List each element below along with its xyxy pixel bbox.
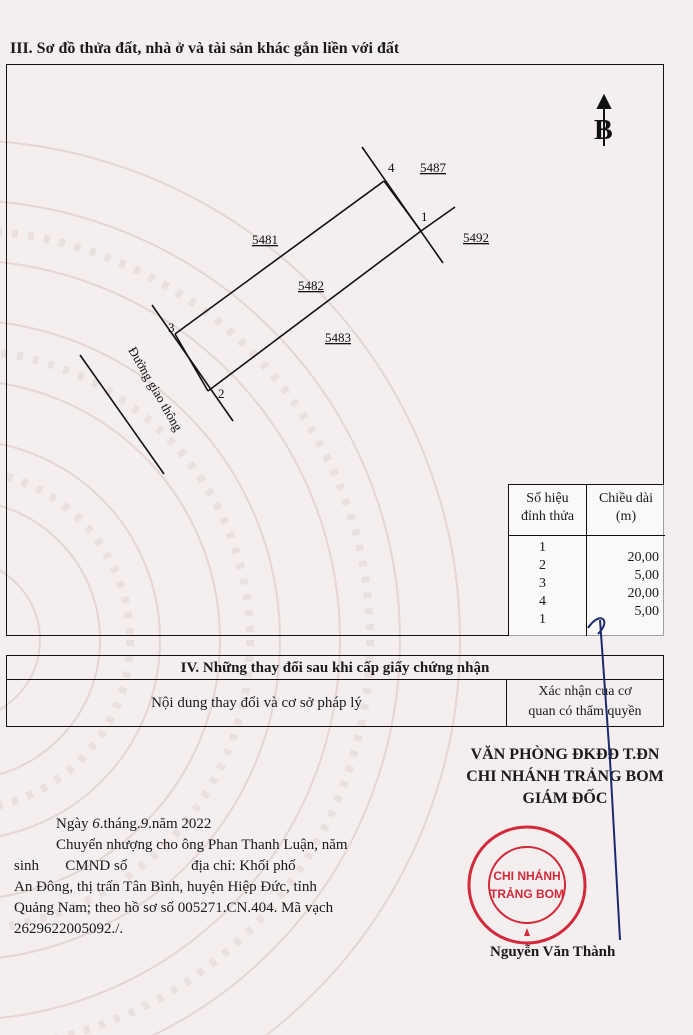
table-cell-vertex: 1 — [539, 540, 546, 555]
note-line: 2629622005092./. — [14, 921, 124, 937]
parcel-label-5487: 5487 — [420, 160, 446, 175]
note-line: Quảng Nam; theo hồ sơ số 005271.CN.404. Mã vạch — [14, 900, 334, 916]
table-cell-length: 20,00 — [627, 550, 659, 565]
signer-name: Nguyễn Văn Thành — [490, 944, 616, 960]
note-line: Chuyển nhượng cho ông Phan Thanh Luận, năm — [56, 837, 348, 853]
note-date: Ngày 6.tháng.9.năm 2022 — [56, 816, 212, 832]
table-header-length: Chiều dài (m) — [598, 491, 654, 524]
changes-content-header: Nội dung thay đổi và cơ sở pháp lý — [7, 680, 507, 726]
vertex-label-4: 4 — [388, 160, 395, 175]
office-line-2: CHI NHÁNH TRẢNG BOM — [466, 768, 664, 785]
road-label: Đường giao thông — [125, 344, 186, 434]
parcel-label-5482: 5482 — [298, 278, 324, 293]
office-line-3: GIÁM ĐỐC — [522, 790, 608, 807]
seal-text-line-2: TRẢNG BOM — [490, 887, 564, 901]
note-line: An Đông, thị trấn Tân Bình, huyện Hiệp Đức, tỉnh — [14, 879, 317, 895]
parcel-label-5492: 5492 — [463, 230, 489, 245]
table-header-vertex: Số hiệu đỉnh thửa — [509, 485, 587, 535]
office-line-1: VĂN PHÒNG ĐKĐĐ T.ĐN — [470, 746, 660, 763]
note-line: sinh CMND số địa chỉ: Khối phố — [14, 858, 296, 874]
vertex-label-1: 1 — [421, 209, 428, 224]
parcel-label-5483: 5483 — [325, 330, 351, 345]
table-cell-length: 5,00 — [634, 568, 659, 583]
changes-confirm-header: Xác nhận của cơ quan có thẩm quyền — [528, 684, 642, 719]
vertex-label-3: 3 — [168, 320, 175, 335]
vertex-label-2: 2 — [218, 386, 225, 401]
parcel-label-5481: 5481 — [252, 232, 278, 247]
north-symbol: B — [594, 115, 613, 146]
seal-text-line-1: CHI NHÁNH — [493, 869, 561, 883]
table-cell-length: 5,00 — [634, 604, 659, 619]
table-cell-length: 20,00 — [627, 586, 659, 601]
table-cell-vertex: 1 — [539, 612, 546, 627]
table-cell-vertex: 3 — [539, 576, 546, 591]
table-cell-vertex: 4 — [539, 594, 546, 609]
changes-title: IV. Những thay đổi sau khi cấp giấy chứng nhận — [7, 656, 663, 680]
section-title: III. Sơ đồ thửa đất, nhà ở và tài sản khác gắn liền với đất — [10, 40, 400, 57]
table-cell-vertex: 2 — [539, 558, 546, 573]
